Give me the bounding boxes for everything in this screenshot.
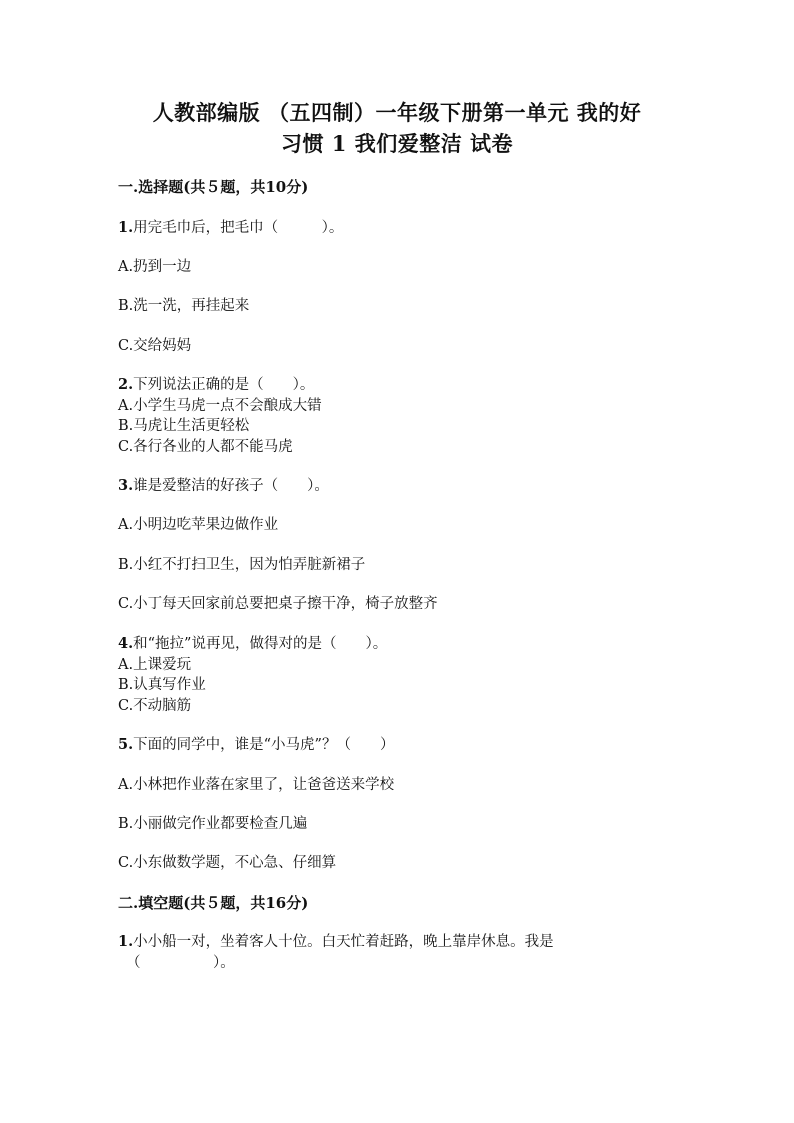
question-2-option-a: A.小学生马虎一点不会酿成大错: [118, 398, 322, 414]
question-stem: 谁是爱整洁的好孩子（ ）。: [133, 478, 329, 494]
question-1-option-b: B.洗一洗，再挂起来: [118, 298, 250, 314]
question-stem: 下面的同学中，谁是“小马虎”？（ ）: [133, 737, 395, 753]
question-stem: 小小船一对，坐着客人十位。白天忙着赶路，晚上靠岸休息。我是: [133, 934, 554, 950]
question-number: 2.: [118, 376, 134, 393]
question-5: [118, 735, 394, 755]
fill-question-1-blank: （ ）。: [126, 955, 235, 971]
question-4: [118, 634, 387, 654]
question-number: 1.: [118, 219, 134, 236]
question-4-option-a: A.上课爱玩: [118, 657, 192, 673]
question-5-option-c: C.小东做数学题，不心急、仔细算: [118, 855, 337, 871]
question-1: [118, 218, 343, 238]
question-1-option-a: A.扔到一边: [118, 259, 192, 275]
question-4-option-c: C.不动脑筋: [118, 698, 192, 714]
question-2-option-c: C.各行各业的人都不能马虎: [118, 439, 293, 455]
question-2: [118, 375, 314, 395]
question-5-option-a: A.小林把作业落在家里了，让爸爸送来学校: [118, 777, 395, 793]
question-3-option-c: C.小丁每天回家前总要把桌子擦干净，椅子放整齐: [118, 596, 438, 612]
question-5-option-b: B.小丽做完作业都要检查几遍: [118, 816, 308, 832]
question-3-option-b: B.小红不打扫卫生，因为怕弄脏新裙子: [118, 557, 366, 573]
section-heading-fill-blank: 二.填空题(共５题，共16分): [118, 894, 309, 912]
page-title-line-1: 人教部编版 （五四制）一年级下册第一单元 我的好: [152, 100, 642, 125]
question-stem: 用完毛巾后，把毛巾（ ）。: [133, 220, 344, 236]
question-2-option-b: B.马虎让生活更轻松: [118, 418, 250, 434]
question-1-option-c: C.交给妈妈: [118, 338, 192, 354]
question-number: 3.: [118, 477, 134, 494]
page-title-line-2: 习惯 1 我们爱整洁 试卷: [280, 131, 514, 156]
question-4-option-b: B.认真写作业: [118, 677, 206, 693]
question-number: 4.: [118, 635, 134, 652]
section-heading-choice: 一.选择题(共５题，共10分): [118, 178, 309, 196]
question-3-option-a: A.小明边吃苹果边做作业: [118, 517, 279, 533]
question-3: [118, 476, 329, 496]
question-number: 1.: [118, 933, 134, 950]
question-number: 5.: [118, 736, 134, 753]
fill-question-1: [118, 932, 554, 952]
question-stem: 和“拖拉”说再见，做得对的是（ ）。: [133, 636, 388, 652]
question-stem: 下列说法正确的是（ ）。: [133, 377, 315, 393]
